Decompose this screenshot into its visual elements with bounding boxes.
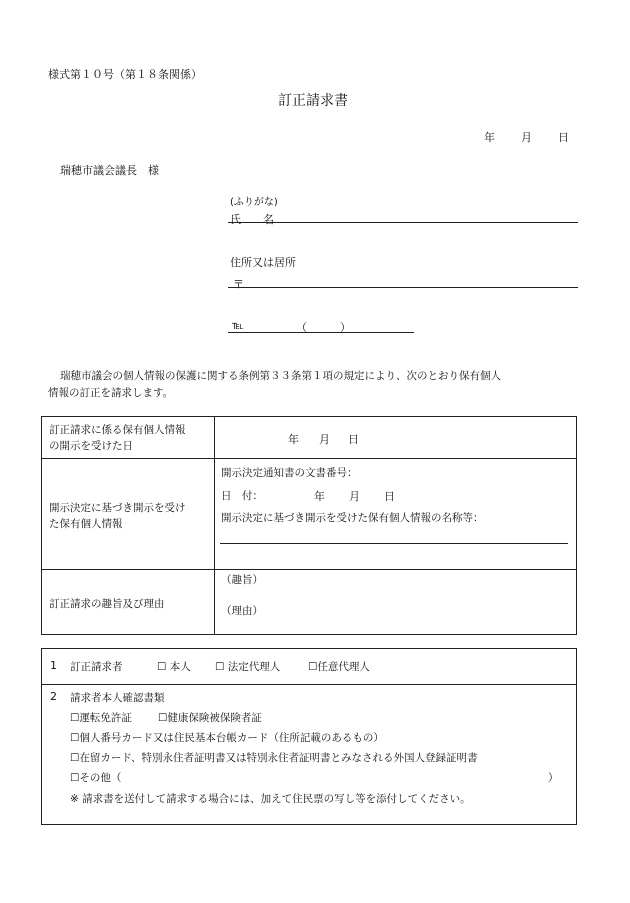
page-title: 訂正請求書 — [278, 93, 348, 109]
intro-line-1: 瑞穂市議会の個人情報の保護に関する条例第３３条第１項の規定により、次のとおり保有個人 — [60, 370, 501, 382]
requester-num: 1 — [50, 659, 57, 672]
date-year: 年 — [484, 131, 495, 144]
info-name-field-line[interactable] — [220, 543, 568, 544]
name-field-line[interactable] — [228, 222, 578, 223]
disclosed-info-label-2: た保有個人情報 — [49, 518, 123, 530]
disclosure-year[interactable]: 年 — [288, 433, 299, 446]
disclosure-day[interactable]: 日 — [348, 433, 359, 446]
name-label: 氏 名 — [230, 213, 274, 226]
notice-year[interactable]: 年 — [314, 490, 325, 503]
address-label: 住所又は居所 — [230, 256, 296, 269]
notice-month[interactable]: 月 — [349, 490, 360, 503]
other-close-paren: ） — [548, 772, 559, 784]
id-docs-num: 2 — [50, 690, 57, 703]
requester-self-checkbox[interactable]: ☐ 本人 — [157, 661, 191, 673]
disclosure-date-label-1: 訂正請求に係る保有個人情報 — [49, 424, 186, 436]
mail-note: ※ 請求書を送付して請求する場合には、加えて住民票の写し等を添付してください。 — [70, 793, 471, 805]
address-field-line[interactable] — [228, 287, 578, 288]
disclosed-info-label-1: 開示決定に基づき開示を受け — [49, 502, 186, 514]
doc-number-label: 開示決定通知書の文書番号： — [221, 467, 358, 479]
drivers-license-checkbox[interactable]: ☐運転免許証 — [70, 712, 132, 724]
tel-label: ℡ — [232, 319, 244, 332]
tel-paren: （ ） — [296, 321, 351, 334]
table1-row-divider-1 — [41, 458, 577, 459]
notice-day[interactable]: 日 — [384, 490, 395, 503]
form-number: 様式第１０号（第１８条関係） — [48, 68, 202, 81]
disclosure-date-label-2: の開示を受けた日 — [49, 440, 133, 452]
furigana-label: (ふりがな) — [230, 197, 278, 208]
date-day: 日 — [558, 131, 569, 144]
tel-field-line[interactable] — [228, 332, 414, 333]
addressee: 瑞穂市議会議長 様 — [60, 164, 159, 177]
requester-legal-checkbox[interactable]: ☐ 法定代理人 — [215, 661, 281, 673]
postal-mark: 〒 — [233, 278, 244, 291]
disclosure-month[interactable]: 月 — [319, 433, 330, 446]
purpose-reason-label: 訂正請求の趣旨及び理由 — [49, 598, 165, 610]
info-name-label: 開示決定に基づき開示を受けた保有個人情報の名称等： — [221, 512, 484, 524]
purpose-label[interactable]: （趣旨） — [221, 574, 263, 586]
requester-label: 訂正請求者 — [70, 661, 123, 673]
reason-label[interactable]: （理由） — [221, 605, 263, 617]
other-checkbox[interactable]: ☐その他（ — [70, 772, 122, 784]
intro-line-2: 情報の訂正を請求します。 — [48, 387, 174, 399]
residence-card-checkbox[interactable]: ☐在留カード、特別永住者証明書又は特別永住者証明書とみなされる外国人登録証明書 — [70, 752, 478, 764]
date-month: 月 — [521, 131, 532, 144]
my-number-card-checkbox[interactable]: ☐個人番号カード又は住民基本台帳カード（住所記載のあるもの） — [70, 732, 384, 744]
requester-voluntary-checkbox[interactable]: ☐任意代理人 — [308, 661, 370, 673]
table1-column-divider — [214, 416, 215, 635]
table1-row-divider-2 — [41, 569, 577, 570]
health-insurance-checkbox[interactable]: ☐健康保険被保険者証 — [158, 712, 262, 724]
notice-date-label: 日 付： — [221, 490, 263, 502]
table2-row-divider — [41, 684, 577, 685]
id-docs-label: 請求者本人確認書類 — [70, 692, 165, 704]
